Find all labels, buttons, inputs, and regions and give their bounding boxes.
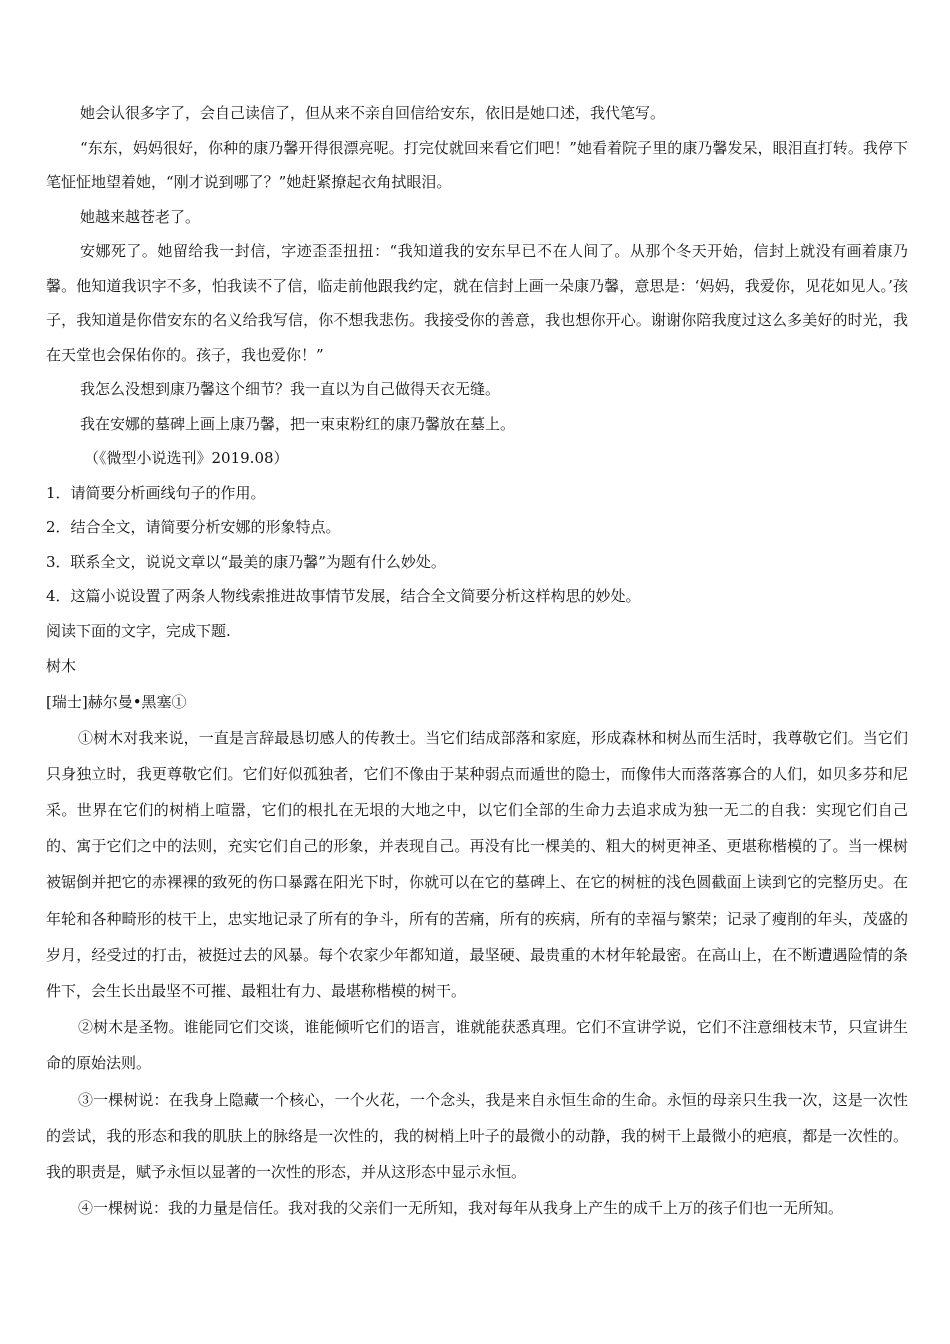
document-page [46, 96, 908, 1226]
article-author: [瑞士]赫尔曼•黑塞① [46, 692, 187, 711]
article-paragraph-4: ④一棵树说：我的力量是信任。我对我的父亲们一无所知，我对每年从我身上产生的成千上万的孩子们也一无所知。 [78, 1199, 844, 1218]
article-paragraph-2: ②树木是圣物。谁能同它们交谈，谁能倾听它们的语言，谁就能获悉真理。它们不宣讲学说，它们不注意细枝末节，只宣讲生命的原始法则。 [46, 1018, 908, 1073]
story-paragraph-6: 我在安娜的墓碑上画上康乃馨，把一束束粉红的康乃馨放在墓上。 [80, 414, 516, 433]
story-source: （《微型小说选刊》2019.08） [84, 449, 289, 467]
story-paragraph-5: 我怎么没想到康乃馨这个细节？我一直以为自己做得天衣无缝。 [80, 380, 501, 398]
story-paragraph-2: “东东，妈妈很好，你种的康乃馨开得很漂亮呢。打完仗就回来看它们吧！”她看着院子里的康乃馨发呆，眼泪直打转。我停下笔怔怔地望着她，“刚才说到哪了？”她赶紧撩起衣角拭眼泪。 [46, 138, 908, 191]
article-title: 树木 [46, 656, 77, 675]
question-list [46, 476, 908, 614]
reading-instruction: 阅读下面的文字，完成下题. [46, 621, 231, 640]
story-excerpt [46, 96, 908, 476]
question-2: 2．结合全文，请简要分析安娜的形象特点。 [46, 518, 341, 536]
question-1: 1．请简要分析画线句子的作用。 [46, 483, 266, 502]
story-paragraph-1: 她会认很多字了，会自己读信了，但从来不亲自回信给安东，依旧是她口述，我代笔写。 [80, 104, 666, 122]
question-4: 4．这篇小说设置了两条人物线索推进故事情节发展，结合全文简要分析这样构思的妙处。 [46, 587, 641, 605]
tree-article-body [46, 720, 908, 1227]
article-paragraph-1: ①树木对我来说，一直是言辞最恳切感人的传教士。当它们结成部落和家庭，形成森林和树丛而生活时，我尊敬它们。当它们只身独立时，我更尊敬它们。它们好似孤独者，它们不像由于某种弱点而遁世的隐士，而像伟大而落落寡合的人们，如贝多芬和尼采。世界在它们的树梢上喧嚣，它们的根扎在无垠的大地之中，以它们全部的生命力去追求成为独一无二的自我：实现它们自己的、寓于它们之中的法则，充实它们自己的形象，并表现自己。再没有比一棵美的、粗大的树更神圣、更堪称楷模的了。当一棵树被锯倒并把它的赤裸裸的致死的伤口暴露在阳光下时，你就可以在它的墓碑上、在它的树桩的浅色圆截面上读到它的完整历史。在年轮和各种畸形的枝干上，忠实地记录了所有的争斗，所有的苦痛，所有的疾病，所有的幸福与繁荣；记录了瘦削的年头，茂盛的岁月，经受过的打击，被挺过去的风暴。每个农家少年都知道，最坚硬、最贵重的木材年轮最密。在高山上，在不断遭遇险情的条件下，会生长出最坚不可摧、最粗壮有力、最堪称楷模的树干。 [46, 728, 908, 1000]
question-3: 3．联系全文，说说文章以“最美的康乃馨”为题有什么妙处。 [46, 552, 446, 571]
story-paragraph-3: 她越来越苍老了。 [80, 207, 201, 226]
story-paragraph-4: 安娜死了。她留给我一封信，字迹歪歪扭扭：“我知道我的安东早已不在人间了。从那个冬天开始，信封上就没有画着康乃馨。他知道我识字不多，怕我读不了信，临走前他跟我约定，就在信封上画一朵康乃馨，意思是：‘妈妈，我爱你，见花如见人。’孩子，我知道是你借安东的名义给我写信，你不想我悲伤。我接受你的善意，我也想你开心。谢谢你陪我度过这么多美好的时光，我在天堂也会保佑你的。孩子，我也爱你！” [46, 242, 908, 364]
article-paragraph-3: ③一棵树说：在我身上隐藏一个核心，一个火花，一个念头，我是来自永恒生命的生命。永恒的母亲只生我一次，这是一次性的尝试，我的形态和我的肌肤上的脉络是一次性的，我的树梢上叶子的最微小的动静，我的树干上最微小的疤痕，都是一次性的。我的职责是，赋予永恒以显著的一次性的形态，并从这形态中显示永恒。 [46, 1090, 908, 1181]
